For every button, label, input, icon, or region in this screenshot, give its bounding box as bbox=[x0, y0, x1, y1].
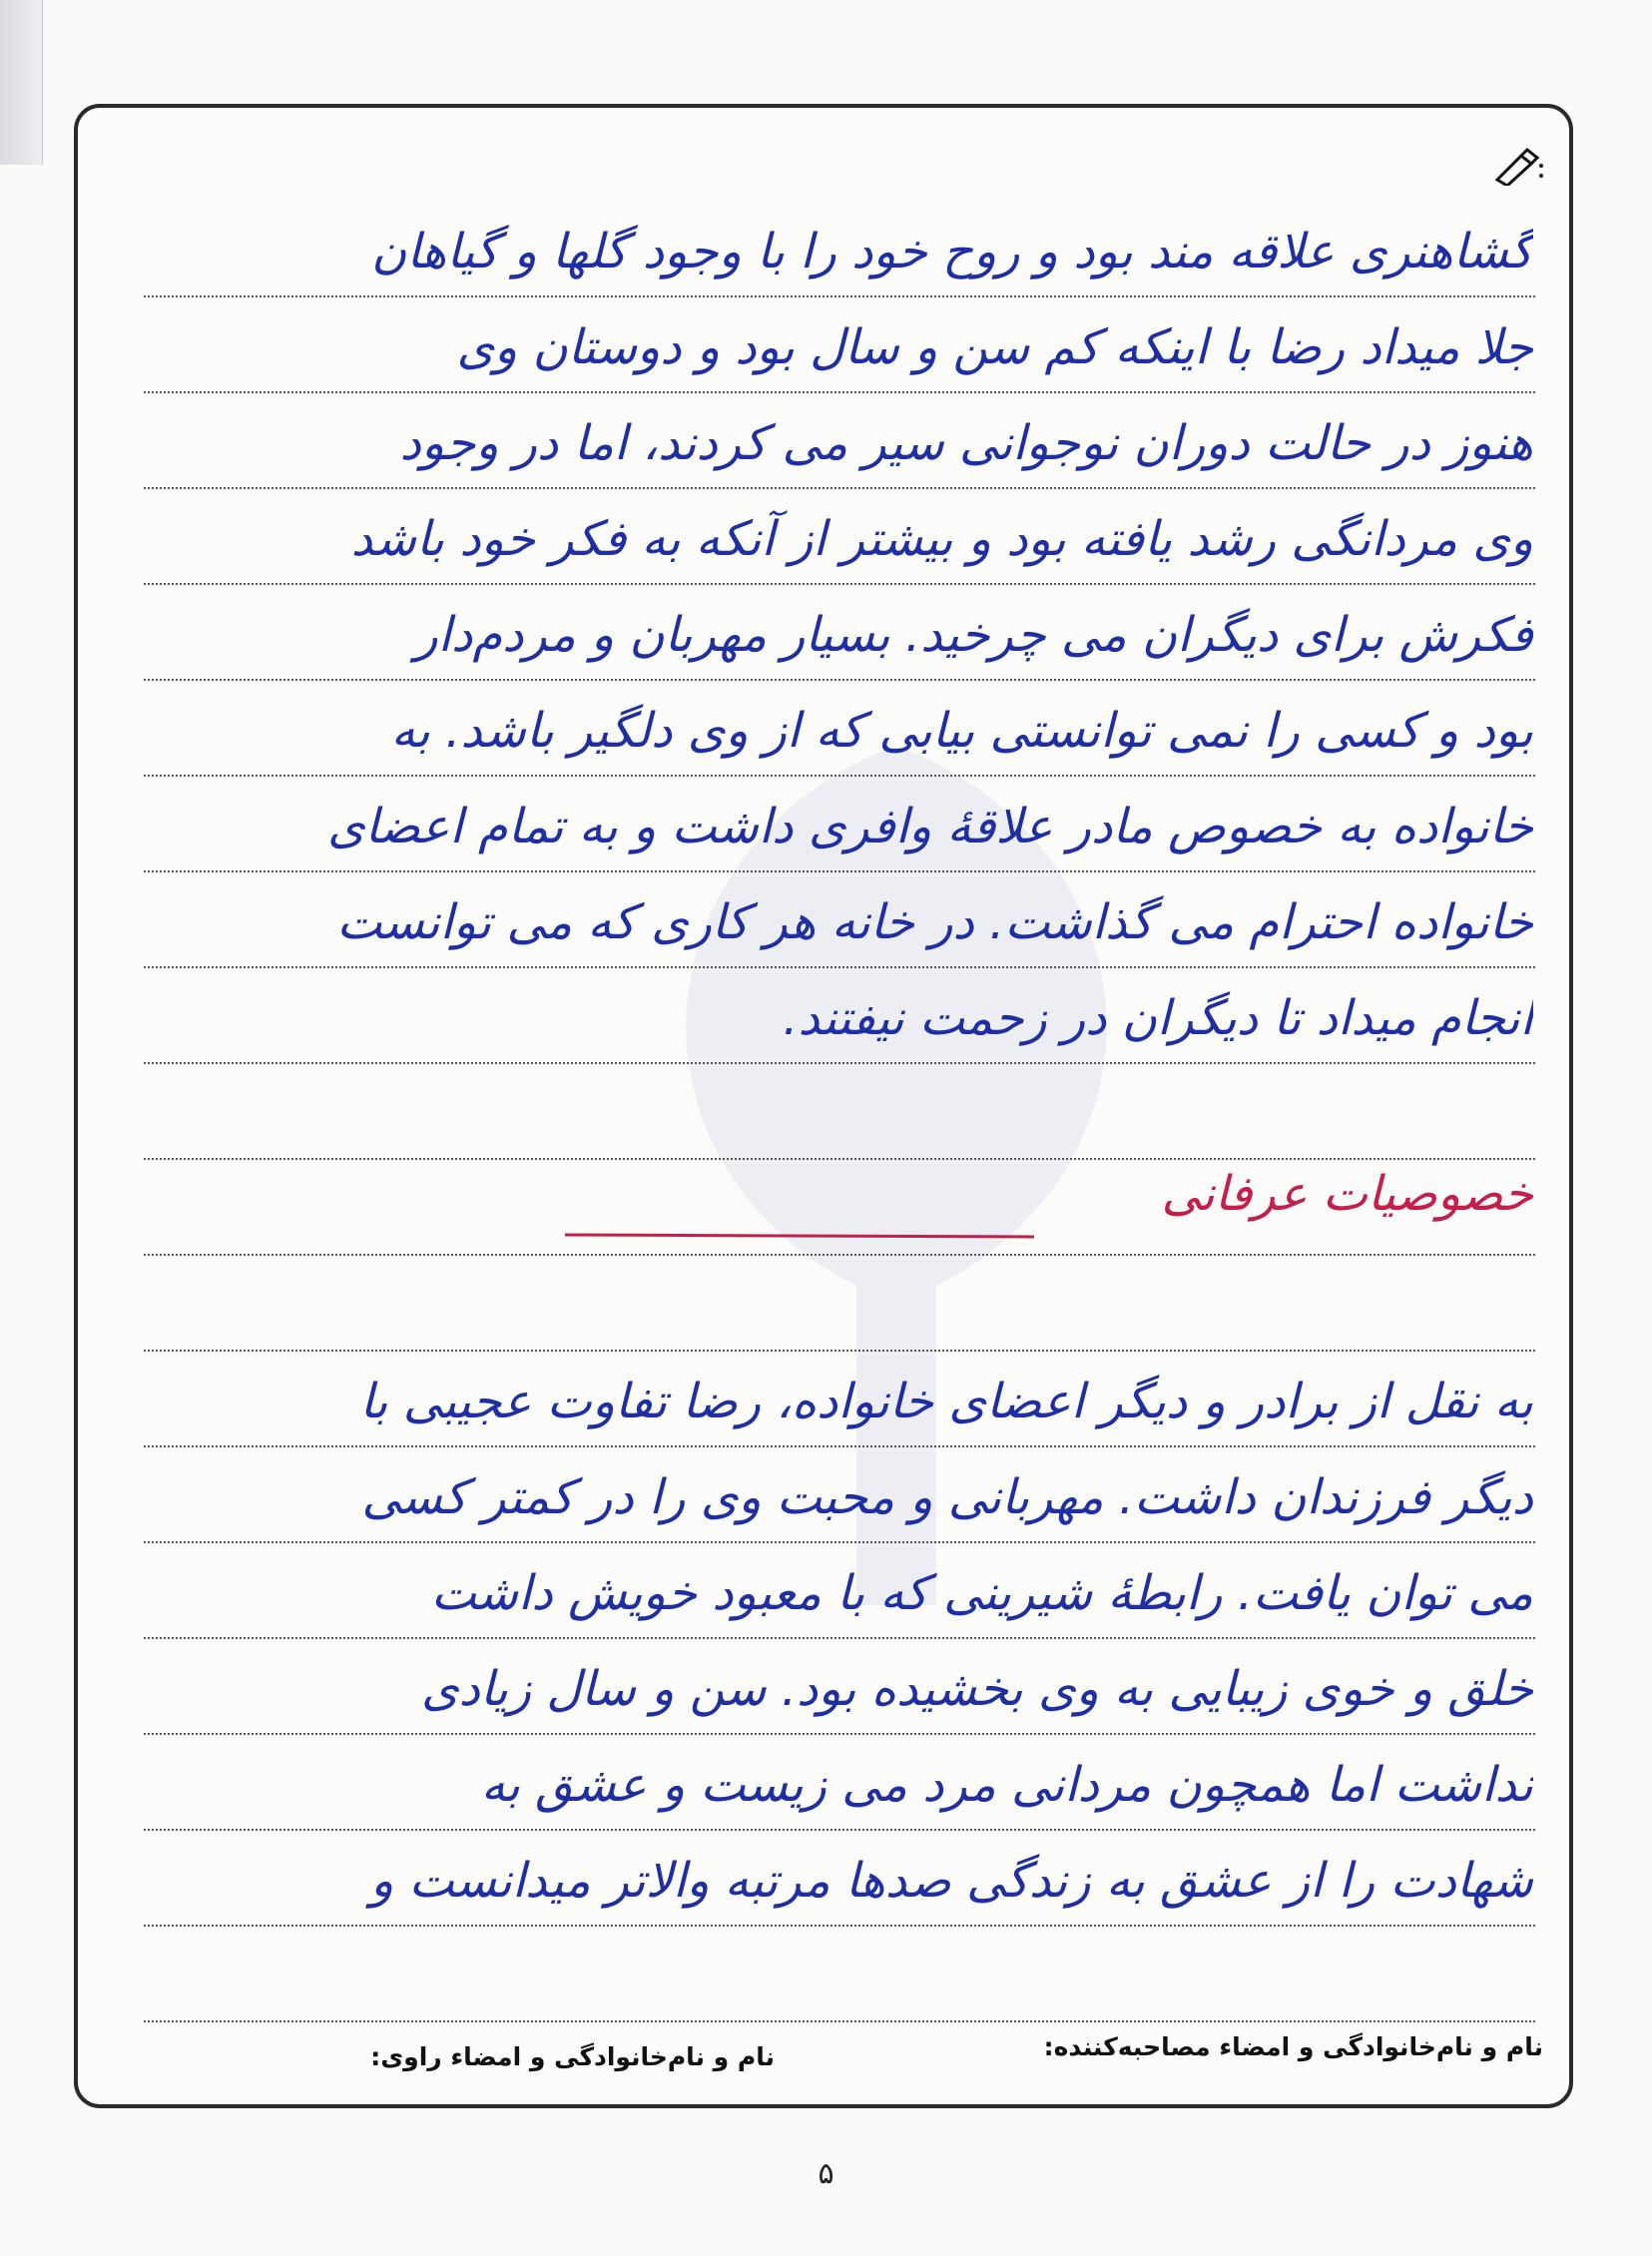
handwritten-line: بود و کسی را نمی توانستی بیابی که از وی دلگیر باشد. به bbox=[390, 703, 1533, 759]
ruled-line bbox=[144, 1350, 1535, 1352]
handwritten-line: گشاهنری علاقه مند بود و روح خود را با وجود گلها و گیاهان bbox=[371, 224, 1533, 280]
handwritten-line: انجام میداد تا دیگران در زحمت نیفتند. bbox=[783, 990, 1533, 1046]
handwritten-line: خلق و خوی زیبایی به وی بخشیده بود. سن و سال زیادی bbox=[420, 1661, 1533, 1717]
pen-writing-icon bbox=[1491, 146, 1547, 186]
handwritten-line: نداشت اما همچون مردانی مرد می زیست و عشق به bbox=[480, 1757, 1533, 1813]
handwritten-line: دیگر فرزندان داشت. مهربانی و محبت وی را در کمتر کسی bbox=[361, 1469, 1533, 1525]
signature-footer bbox=[148, 2022, 1543, 2082]
handwritten-line: جلا میداد رضا با اینکه کم سن و سال بود و دوستان وی bbox=[456, 319, 1533, 375]
page-frame bbox=[74, 104, 1573, 2108]
handwritten-line: هنوز در حالت دوران نوجوانی سیر می کردند، اما در وجود bbox=[399, 415, 1533, 471]
handwritten-line: خانواده به خصوص مادر علاقهٔ وافری داشت و به تمام اعضای bbox=[326, 799, 1533, 854]
section-heading: خصوصیات عرفانی bbox=[1161, 1166, 1533, 1222]
heading-underline bbox=[565, 1232, 1034, 1240]
handwritten-line: وی مردانگی رشد یافته بود و بیشتر از آنکه به فکر خود باشد bbox=[350, 511, 1533, 567]
handwritten-line: فکرش برای دیگران می چرخید. بسیار مهربان و مردم‌دار bbox=[414, 607, 1533, 663]
interviewer-signature-label: نام و نام‌خانوادگی و امضاء مصاحبه‌کننده: bbox=[1043, 2032, 1543, 2061]
narrator-signature-label: نام و نام‌خانوادگی و امضاء راوی: bbox=[370, 2042, 775, 2071]
handwritten-line: شهادت را از عشق به زندگی صدها مرتبه والاتر میدانست و bbox=[370, 1853, 1533, 1909]
handwritten-line: به نقل از برادر و دیگر اعضای خانواده، رضا تفاوت عجیبی با bbox=[359, 1374, 1533, 1429]
handwritten-line: خانواده احترام می گذاشت. در خانه هر کاری که می توانست bbox=[336, 894, 1533, 950]
scan-edge bbox=[0, 0, 43, 165]
ruled-line bbox=[144, 1254, 1535, 1256]
page-number: ۵ bbox=[818, 2156, 834, 2191]
handwritten-line: می توان یافت. رابطهٔ شیرینی که با معبود خویش داشت bbox=[430, 1565, 1533, 1621]
